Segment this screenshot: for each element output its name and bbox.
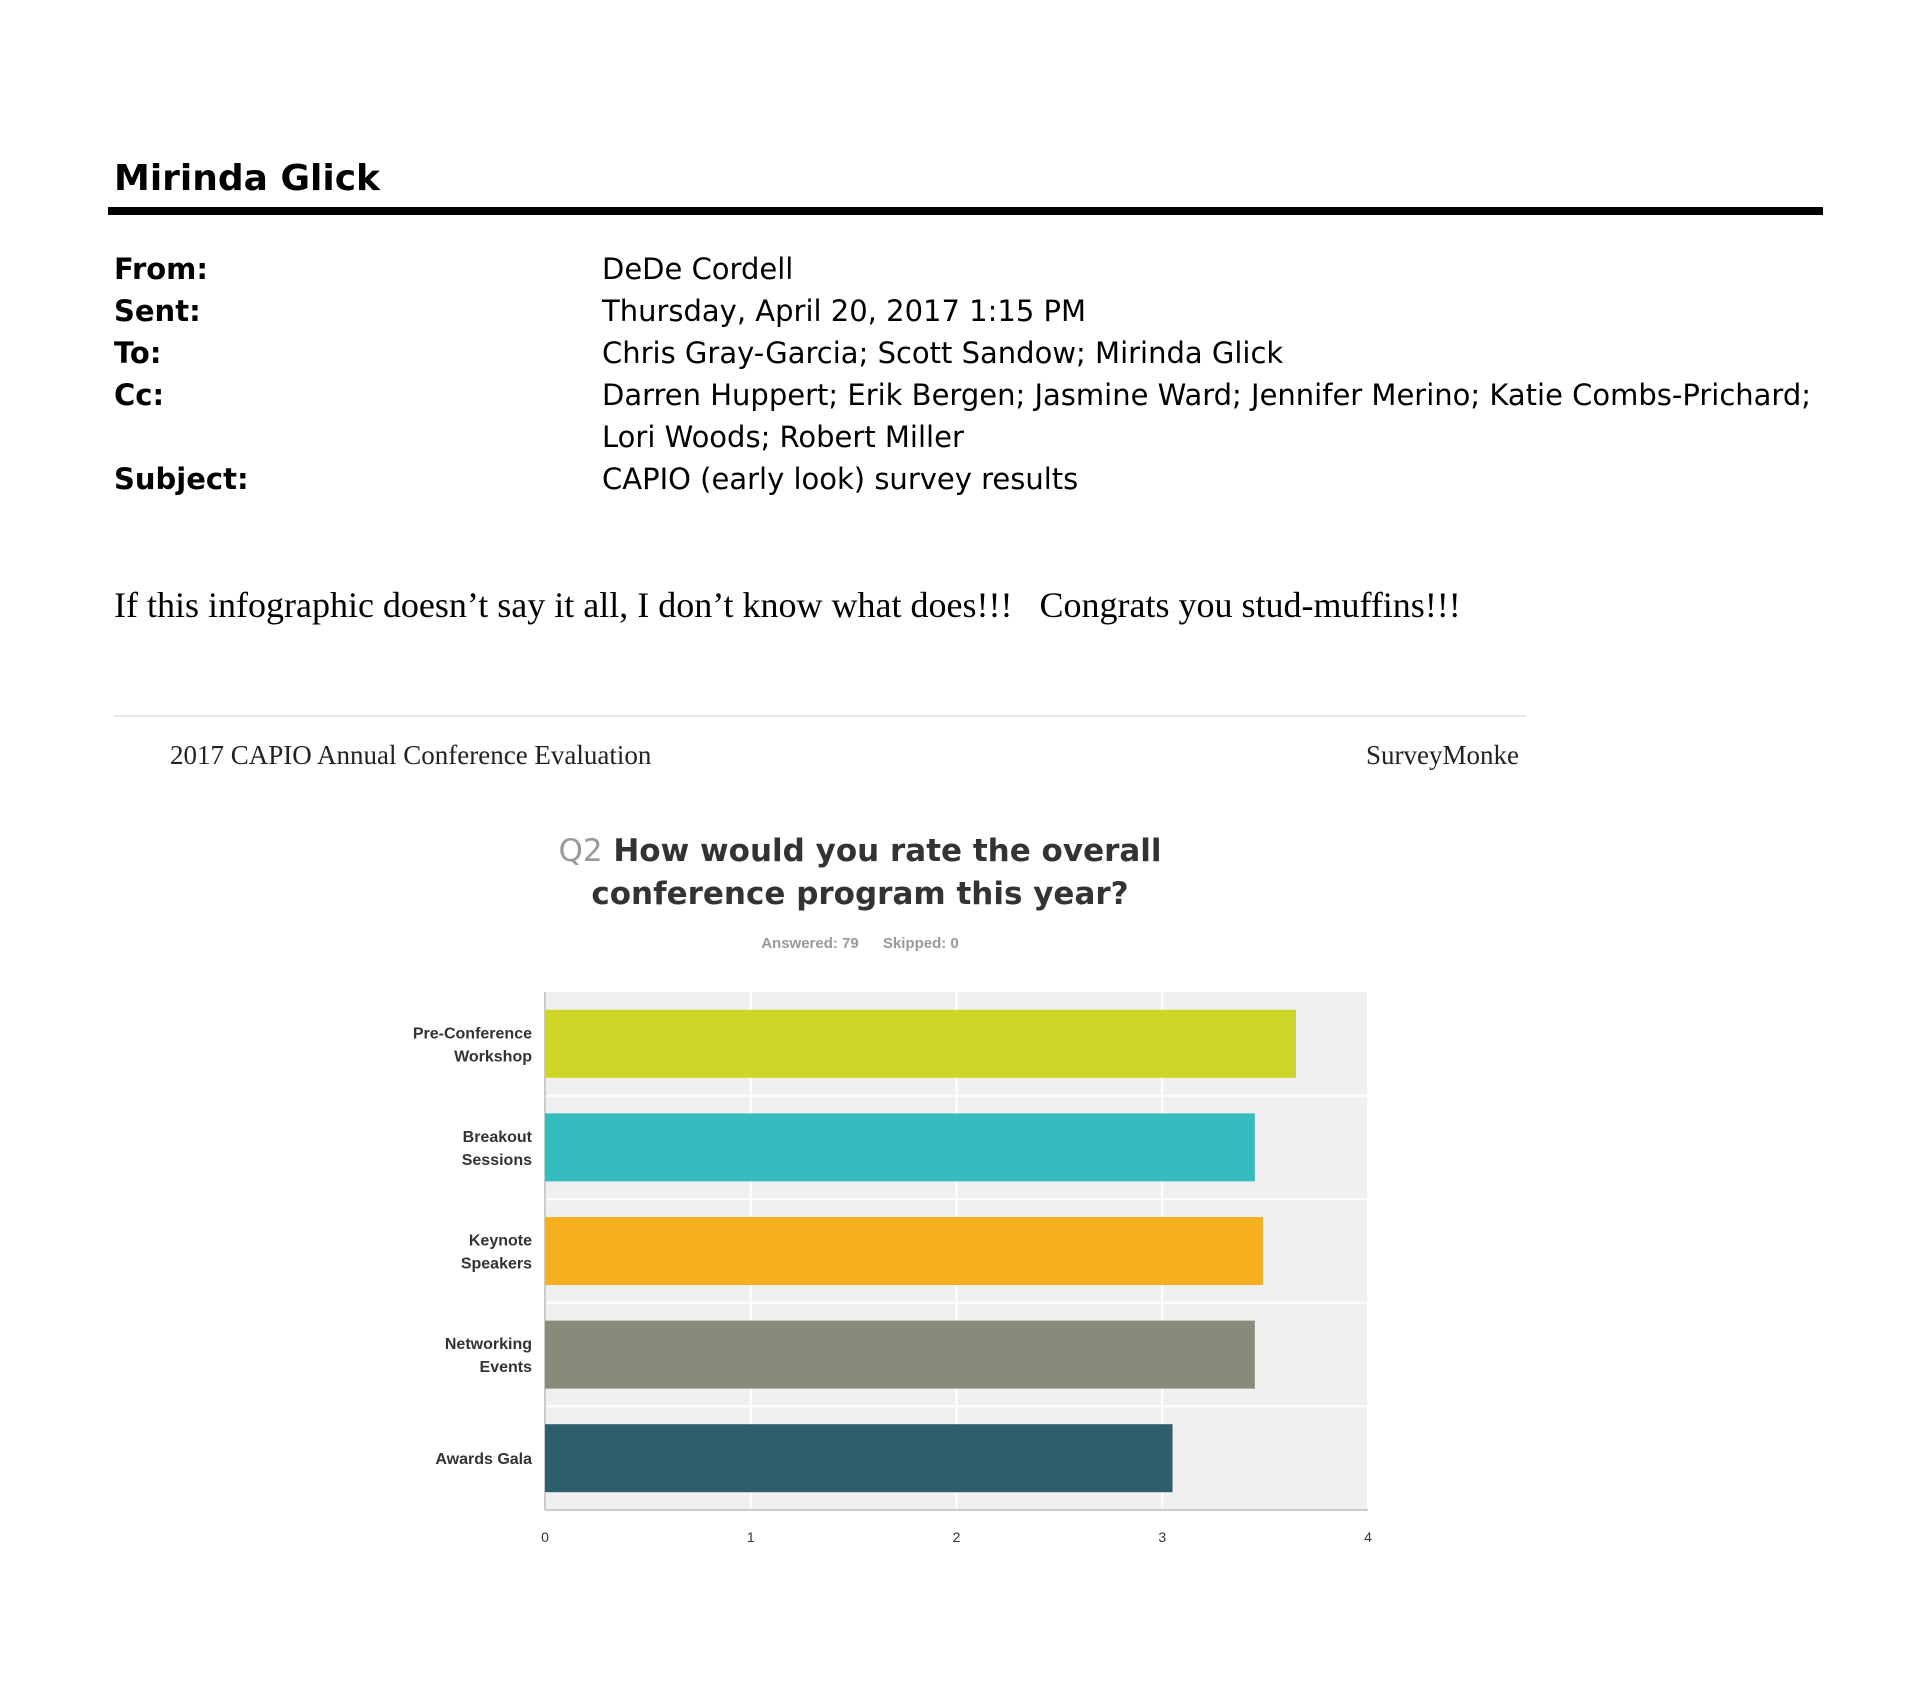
x-tick-label: 3 bbox=[1158, 1529, 1167, 1545]
x-tick-label: 4 bbox=[1364, 1529, 1372, 1545]
category-label: Awards Gala bbox=[435, 1451, 532, 1469]
to-label: To: bbox=[114, 336, 162, 370]
question-text: How would you rate the overall conference program this year? bbox=[591, 833, 1162, 912]
category-label: Breakout Sessions bbox=[461, 1128, 532, 1169]
skipped-count: Skipped: 0 bbox=[882, 935, 959, 952]
category-label: Pre-Conference Workshop bbox=[412, 1025, 532, 1066]
subject-value: CAPIO (early look) survey results bbox=[602, 462, 1079, 496]
email-owner-name: Mirinda Glick bbox=[114, 158, 380, 199]
from-value: DeDe Cordell bbox=[602, 252, 794, 286]
subject-label: Subject: bbox=[114, 462, 249, 496]
email-body: If this infographic doesn’t say it all, I don’t know what does!!! Congrats you stud-muffins!!! bbox=[114, 585, 1461, 625]
question-number: Q2 bbox=[558, 833, 603, 869]
cc-value: Darren Huppert; Erik Bergen; Jasmine Ward; Jennifer Merino; Katie Combs-Prichard; Lori Woods; Robert Miller bbox=[602, 378, 1812, 454]
bar bbox=[545, 1424, 1173, 1492]
answered-count: Answered: 79 bbox=[761, 935, 859, 952]
x-tick-label: 2 bbox=[952, 1529, 961, 1545]
bar bbox=[545, 1113, 1255, 1181]
bar bbox=[545, 1217, 1263, 1285]
from-label: From: bbox=[114, 252, 208, 286]
sent-value: Thursday, April 20, 2017 1:15 PM bbox=[602, 294, 1086, 328]
x-tick-label: 1 bbox=[746, 1529, 755, 1545]
x-tick-label: 0 bbox=[541, 1529, 549, 1545]
cc-label: Cc: bbox=[114, 378, 165, 412]
bar bbox=[545, 1010, 1296, 1078]
category-label: Keynote Speakers bbox=[460, 1232, 532, 1273]
bar bbox=[545, 1321, 1255, 1389]
survey-title: 2017 CAPIO Annual Conference Evaluation bbox=[170, 740, 652, 770]
sent-label: Sent: bbox=[114, 294, 201, 328]
survey-brand: SurveyMonke bbox=[1366, 740, 1519, 770]
category-label: Networking Events bbox=[444, 1336, 532, 1377]
to-value: Chris Gray-Garcia; Scott Sandow; Mirinda Glick bbox=[602, 336, 1284, 370]
